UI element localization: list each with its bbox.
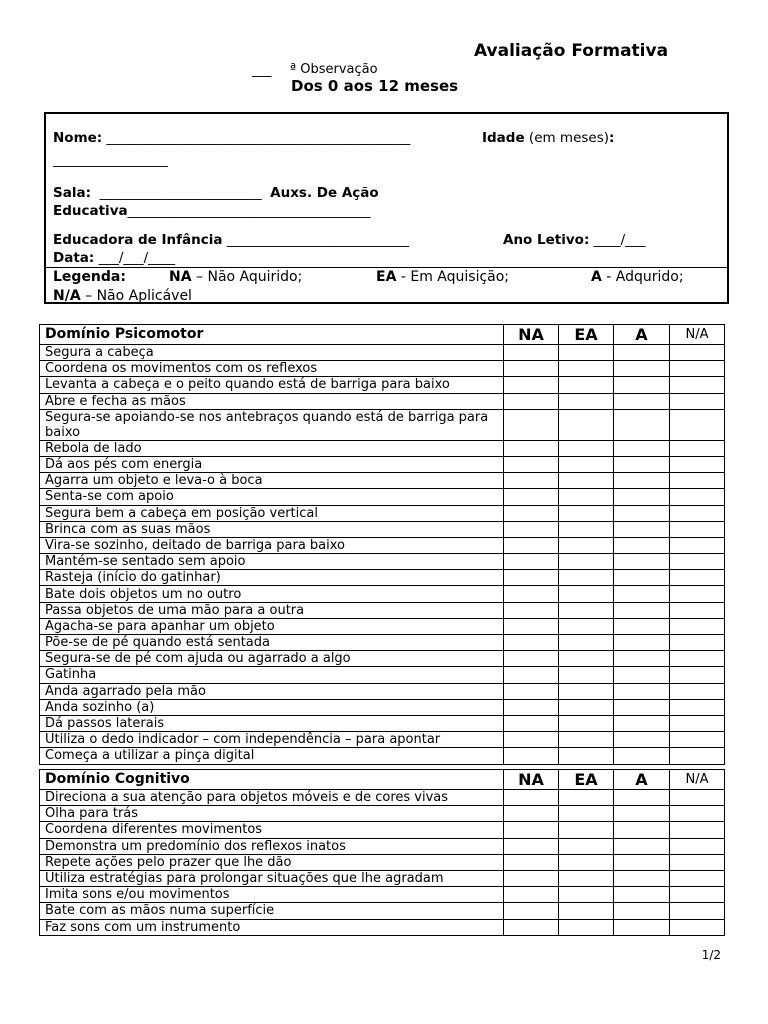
legend-text-not-applicable: – Não Aplicável [85, 288, 192, 304]
column-header: A [614, 325, 670, 345]
cognitive-domain-table [39, 769, 725, 936]
assessment-cell[interactable] [559, 377, 614, 393]
assessment-cell[interactable] [670, 838, 725, 854]
assessment-cell[interactable] [670, 715, 725, 731]
assessment-cell[interactable] [670, 345, 725, 361]
skill-label: Segura-se de pé com ajuda ou agarrado a algo [40, 651, 504, 667]
table-row [40, 505, 725, 521]
assessment-cell[interactable] [614, 806, 670, 822]
legend-label: Legenda: [53, 269, 126, 285]
table-row [40, 554, 725, 570]
table-row [40, 489, 725, 505]
skill-label: Olha para trás [40, 806, 504, 822]
room-field[interactable]: ________________________ [99, 185, 262, 201]
assessment-cell[interactable] [614, 667, 670, 683]
assessment-cell[interactable] [614, 456, 670, 472]
assessment-cell[interactable] [670, 586, 725, 602]
aux-label: Auxs. De Ação [270, 185, 379, 201]
skill-label: Bate com as mãos numa superfície [40, 903, 504, 919]
skill-label: Segura a cabeça [40, 345, 504, 361]
assessment-cell[interactable] [504, 505, 559, 521]
assessment-cell[interactable] [670, 683, 725, 699]
table-row [40, 699, 725, 715]
assessment-cell[interactable] [614, 887, 670, 903]
assessment-cell[interactable] [670, 570, 725, 586]
skill-label: Faz sons com um instrumento [40, 919, 504, 935]
assessment-cell[interactable] [670, 790, 725, 806]
assessment-cell[interactable] [614, 732, 670, 748]
assessment-cell[interactable] [559, 537, 614, 553]
assessment-cell[interactable] [559, 667, 614, 683]
assessment-cell[interactable] [614, 919, 670, 935]
assessment-cell[interactable] [670, 473, 725, 489]
assessment-cell[interactable] [559, 635, 614, 651]
assessment-cell[interactable] [559, 586, 614, 602]
legend-text-a: - Adqurido; [606, 269, 684, 285]
teacher-label: Educadora de Infância [53, 232, 223, 248]
observation-number-blank[interactable]: ___ [252, 63, 272, 78]
assessment-cell[interactable] [504, 537, 559, 553]
assessment-cell[interactable] [559, 554, 614, 570]
assessment-cell[interactable] [559, 361, 614, 377]
teacher-field[interactable]: ___________________________ [226, 232, 410, 248]
table-row [40, 570, 725, 586]
table-row [40, 521, 725, 537]
assessment-cell[interactable] [504, 361, 559, 377]
assessment-cell[interactable] [614, 790, 670, 806]
assessment-cell[interactable] [504, 570, 559, 586]
assessment-cell[interactable] [559, 505, 614, 521]
skill-label: Começa a utilizar a pinça digital [40, 748, 504, 764]
table-row [40, 838, 725, 854]
assessment-cell[interactable] [614, 838, 670, 854]
age-label: Idade [482, 130, 525, 146]
assessment-cell[interactable] [559, 919, 614, 935]
assessment-cell[interactable] [559, 440, 614, 456]
skill-label: Agacha-se para apanhar um objeto [40, 618, 504, 634]
observation-label: ª Observação [290, 62, 378, 77]
assessment-cell[interactable] [504, 554, 559, 570]
skill-label: Repete ações pelo prazer que lhe dão [40, 854, 504, 870]
skill-label: Passa objetos de uma mão para a outra [40, 602, 504, 618]
assessment-cell[interactable] [559, 732, 614, 748]
assessment-cell[interactable] [504, 440, 559, 456]
skill-label: Levanta a cabeça e o peito quando está de barriga para baixo [40, 377, 504, 393]
assessment-cell[interactable] [504, 806, 559, 822]
assessment-cell[interactable] [670, 489, 725, 505]
assessment-cell[interactable] [614, 440, 670, 456]
assessment-cell[interactable] [559, 699, 614, 715]
assessment-cell[interactable] [559, 887, 614, 903]
name-field[interactable]: _____________________________________________ [106, 130, 411, 146]
assessment-cell[interactable] [670, 732, 725, 748]
assessment-cell[interactable] [670, 667, 725, 683]
table-row [40, 748, 725, 764]
table-row [40, 667, 725, 683]
legend-code-a: A [591, 269, 602, 285]
legend-text-ea: - Em Aquisição; [400, 269, 510, 285]
skill-label: Segura bem a cabeça em posição vertical [40, 505, 504, 521]
skill-label: Bate dois objetos um no outro [40, 586, 504, 602]
assessment-cell[interactable] [504, 618, 559, 634]
assessment-cell[interactable] [559, 748, 614, 764]
domain-header-row [40, 770, 725, 790]
domain-title: Domínio Cognitivo [40, 770, 504, 790]
assessment-cell[interactable] [559, 870, 614, 886]
table-row [40, 683, 725, 699]
assessment-cell[interactable] [504, 683, 559, 699]
table-row [40, 822, 725, 838]
age-colon: : [609, 130, 615, 146]
assessment-cell[interactable] [614, 683, 670, 699]
assessment-cell[interactable] [504, 854, 559, 870]
assessment-cell[interactable] [559, 570, 614, 586]
assessment-cell[interactable] [670, 854, 725, 870]
skill-label: Vira-se sozinho, deitado de barriga para baixo [40, 537, 504, 553]
table-row [40, 618, 725, 634]
assessment-cell[interactable] [614, 699, 670, 715]
assessment-cell[interactable] [670, 456, 725, 472]
assessment-cell[interactable] [670, 393, 725, 409]
assessment-cell[interactable] [614, 635, 670, 651]
assessment-cell[interactable] [670, 377, 725, 393]
assessment-cell[interactable] [614, 521, 670, 537]
column-header: N/A [670, 770, 725, 790]
assessment-cell[interactable] [614, 554, 670, 570]
assessment-cell[interactable] [670, 537, 725, 553]
table-row [40, 732, 725, 748]
assessment-cell[interactable] [504, 521, 559, 537]
assessment-cell[interactable] [504, 870, 559, 886]
assessment-cell[interactable] [670, 651, 725, 667]
table-row [40, 715, 725, 731]
table-row [40, 806, 725, 822]
assessment-cell[interactable] [614, 377, 670, 393]
assessment-cell[interactable] [504, 699, 559, 715]
name-label: Nome: [53, 130, 103, 146]
assessment-cell[interactable] [559, 618, 614, 634]
assessment-cell[interactable] [559, 345, 614, 361]
legend-code-not-applicable: N/A [53, 288, 81, 304]
room-label: Sala: [53, 185, 91, 201]
age-unit: (em meses) [528, 130, 610, 146]
assessment-cell[interactable] [504, 377, 559, 393]
skill-label: Anda agarrado pela mão [40, 683, 504, 699]
assessment-cell[interactable] [504, 409, 559, 440]
assessment-cell[interactable] [670, 554, 725, 570]
assessment-cell[interactable] [559, 854, 614, 870]
assessment-cell[interactable] [670, 618, 725, 634]
assessment-cell[interactable] [504, 919, 559, 935]
assessment-cell[interactable] [504, 748, 559, 764]
table-row [40, 651, 725, 667]
legend-text-na: – Não Aquirido; [196, 269, 303, 285]
document-title: Avaliação Formativa [474, 41, 669, 61]
assessment-cell[interactable] [670, 887, 725, 903]
table-row [40, 635, 725, 651]
assessment-cell[interactable] [614, 586, 670, 602]
assessment-cell[interactable] [614, 854, 670, 870]
skill-label: Coordena os movimentos com os reflexos [40, 361, 504, 377]
date-field[interactable]: ___/___/____ [98, 250, 176, 266]
table-row [40, 870, 725, 886]
assessment-cell[interactable] [504, 393, 559, 409]
assessment-cell[interactable] [614, 505, 670, 521]
skill-label: Gatinha [40, 667, 504, 683]
assessment-cell[interactable] [670, 409, 725, 440]
assessment-cell[interactable] [504, 635, 559, 651]
table-row [40, 440, 725, 456]
assessment-cell[interactable] [559, 806, 614, 822]
assessment-cell[interactable] [614, 537, 670, 553]
assessment-cell[interactable] [614, 748, 670, 764]
assessment-cell[interactable] [504, 715, 559, 731]
assessment-cell[interactable] [559, 393, 614, 409]
school-year-field[interactable]: ____/___ [593, 232, 646, 248]
assessment-cell[interactable] [559, 456, 614, 472]
skill-label: Senta-se com apoio [40, 489, 504, 505]
table-row [40, 393, 725, 409]
table-row [40, 854, 725, 870]
skill-label: Utiliza estratégias para prolongar situações que lhe agradam [40, 870, 504, 886]
assessment-cell[interactable] [614, 489, 670, 505]
age-field[interactable]: _________________ [53, 152, 168, 168]
table-row [40, 790, 725, 806]
student-info-box [44, 112, 729, 304]
assessment-cell[interactable] [504, 602, 559, 618]
table-row [40, 919, 725, 935]
skill-label: Dá passos laterais [40, 715, 504, 731]
table-row [40, 887, 725, 903]
assessment-cell[interactable] [504, 903, 559, 919]
assessment-cell[interactable] [614, 570, 670, 586]
column-header: EA [559, 325, 614, 345]
table-row [40, 586, 725, 602]
skill-label: Utiliza o dedo indicador – com independência – para apontar [40, 732, 504, 748]
assessment-cell[interactable] [559, 903, 614, 919]
assessment-cell[interactable] [504, 822, 559, 838]
column-header: EA [559, 770, 614, 790]
table-row [40, 361, 725, 377]
aux-field[interactable]: ____________________________________ [127, 203, 371, 219]
assessment-cell[interactable] [670, 870, 725, 886]
assessment-cell[interactable] [614, 715, 670, 731]
skill-label: Anda sozinho (a) [40, 699, 504, 715]
assessment-cell[interactable] [614, 409, 670, 440]
assessment-cell[interactable] [614, 361, 670, 377]
assessment-cell[interactable] [670, 903, 725, 919]
assessment-cell[interactable] [670, 521, 725, 537]
skill-label: Direciona a sua atenção para objetos móveis e de cores vivas [40, 790, 504, 806]
assessment-cell[interactable] [504, 887, 559, 903]
assessment-cell[interactable] [614, 822, 670, 838]
assessment-cell[interactable] [670, 806, 725, 822]
assessment-cell[interactable] [614, 602, 670, 618]
assessment-cell[interactable] [614, 618, 670, 634]
skill-label: Imita sons e/ou movimentos [40, 887, 504, 903]
legend-code-na: NA [169, 269, 192, 285]
column-header: NA [504, 325, 559, 345]
assessment-cell[interactable] [614, 903, 670, 919]
assessment-cell[interactable] [670, 822, 725, 838]
assessment-cell[interactable] [670, 919, 725, 935]
legend-code-ea: EA [376, 269, 397, 285]
assessment-cell[interactable] [670, 635, 725, 651]
table-row [40, 537, 725, 553]
assessment-cell[interactable] [559, 822, 614, 838]
skill-label: Dá aos pés com energia [40, 456, 504, 472]
assessment-cell[interactable] [504, 345, 559, 361]
assessment-cell[interactable] [559, 838, 614, 854]
table-row [40, 377, 725, 393]
assessment-cell[interactable] [504, 651, 559, 667]
skill-label: Demonstra um predomínio dos reflexos inatos [40, 838, 504, 854]
age-range: Dos 0 aos 12 meses [291, 77, 459, 95]
domain-header-row [40, 325, 725, 345]
skill-label: Brinca com as suas mãos [40, 521, 504, 537]
skill-label: Coordena diferentes movimentos [40, 822, 504, 838]
assessment-cell[interactable] [670, 440, 725, 456]
legend-divider [46, 267, 727, 268]
assessment-cell[interactable] [504, 732, 559, 748]
table-row [40, 602, 725, 618]
assessment-cell[interactable] [559, 521, 614, 537]
table-row [40, 345, 725, 361]
assessment-cell[interactable] [670, 602, 725, 618]
assessment-cell[interactable] [559, 715, 614, 731]
page-number: 1/2 [701, 948, 721, 962]
skill-label: Agarra um objeto e leva-o à boca [40, 473, 504, 489]
assessment-cell[interactable] [504, 489, 559, 505]
assessment-cell[interactable] [670, 699, 725, 715]
skill-label: Põe-se de pé quando está sentada [40, 635, 504, 651]
assessment-cell[interactable] [504, 667, 559, 683]
assessment-cell[interactable] [559, 489, 614, 505]
skill-label: Abre e fecha as mãos [40, 393, 504, 409]
column-header: NA [504, 770, 559, 790]
skill-label: Segura-se apoiando-se nos antebraços quando está de barriga para baixo [40, 409, 504, 440]
assessment-cell[interactable] [614, 393, 670, 409]
assessment-cell[interactable] [670, 361, 725, 377]
assessment-cell[interactable] [670, 505, 725, 521]
assessment-cell[interactable] [614, 473, 670, 489]
assessment-cell[interactable] [614, 651, 670, 667]
assessment-cell[interactable] [559, 683, 614, 699]
assessment-cell[interactable] [614, 345, 670, 361]
assessment-cell[interactable] [559, 409, 614, 440]
assessment-cell[interactable] [559, 651, 614, 667]
skill-label: Mantém-se sentado sem apoio [40, 554, 504, 570]
assessment-cell[interactable] [614, 870, 670, 886]
assessment-cell[interactable] [670, 748, 725, 764]
domain-title: Domínio Psicomotor [40, 325, 504, 345]
assessment-cell[interactable] [504, 790, 559, 806]
column-header: A [614, 770, 670, 790]
school-year-label: Ano Letivo: [503, 232, 590, 248]
assessment-cell[interactable] [504, 456, 559, 472]
table-row [40, 473, 725, 489]
skill-label: Rebola de lado [40, 440, 504, 456]
assessment-cell[interactable] [504, 473, 559, 489]
table-row [40, 903, 725, 919]
date-label: Data: [53, 250, 95, 266]
assessment-cell[interactable] [559, 473, 614, 489]
column-header: N/A [670, 325, 725, 345]
assessment-cell[interactable] [559, 602, 614, 618]
table-row [40, 409, 725, 440]
assessment-cell[interactable] [504, 586, 559, 602]
assessment-cell[interactable] [559, 790, 614, 806]
skill-label: Rasteja (início do gatinhar) [40, 570, 504, 586]
aux-label-cont: Educativa [53, 203, 128, 219]
table-row [40, 456, 725, 472]
psychomotor-domain-table [39, 324, 725, 765]
assessment-cell[interactable] [504, 838, 559, 854]
